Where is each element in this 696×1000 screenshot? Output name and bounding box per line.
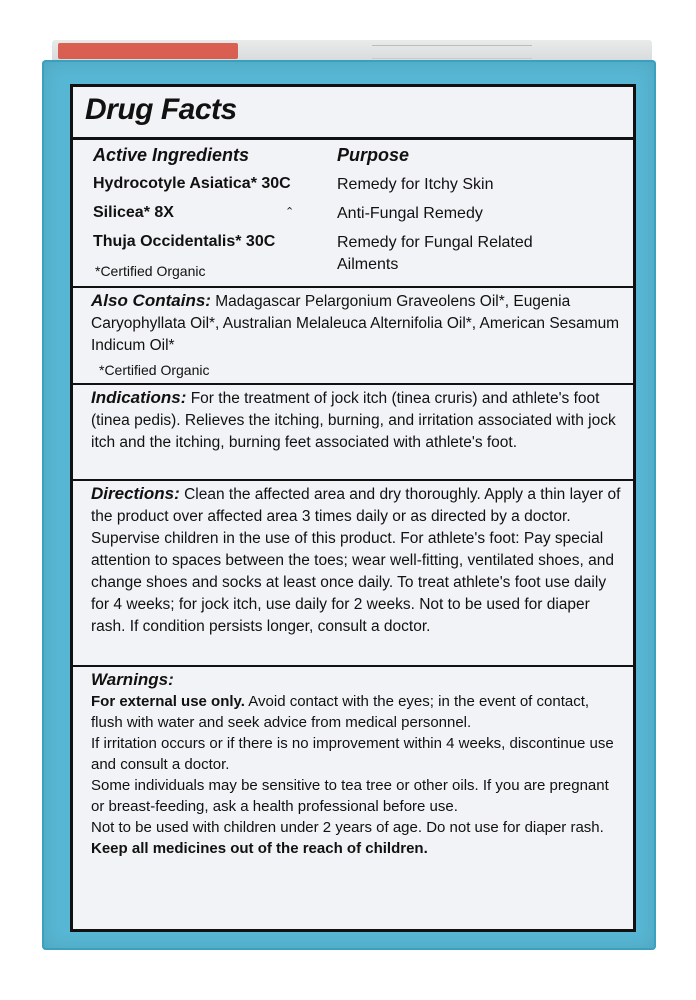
faded-top-print (372, 45, 532, 59)
ingredient-name: Silicea* 8X (93, 204, 174, 221)
warnings-heading: Warnings: (91, 670, 174, 689)
directions-heading: Directions: (91, 484, 180, 503)
also-contains-note: *Certified Organic (99, 362, 210, 378)
warning-irritation: If irritation occurs or if there is no improvement within 4 weeks, discontinue use and consult a doctor. (91, 735, 614, 773)
indications-heading: Indications: (91, 388, 187, 407)
warning-sensitivity: Some individuals may be sensitive to tea tree or other oils. If you are pregnant or breast-feeding, ask a health professional before use. (91, 777, 609, 815)
children-text: Not to be used with children under 2 years of age. Do not use for diaper rash. (91, 819, 604, 836)
indications-text: For the treatment of jock itch (tinea cruris) and athlete's foot (tinea pedis). Relieves the itching, burning, and irritation associated with jock itch and the itching, burning feet associated with athlete's foot. (91, 390, 616, 451)
purpose-header: Purpose (337, 145, 410, 165)
warnings-section (91, 669, 623, 859)
print-mark: ⌃ (285, 206, 295, 218)
section-divider (73, 479, 633, 481)
ingredient-purpose: Remedy for Fungal Related Ailments (337, 234, 533, 273)
ingredient-name: Thuja Occidentalis* 30C (93, 233, 276, 250)
ingredient-purpose: Remedy for Itchy Skin (337, 176, 494, 193)
also-contains-heading: Also Contains: (91, 291, 211, 310)
also-contains-section (91, 290, 623, 357)
ingredient-name: Hydrocotyle Asiatica* 30C (93, 175, 291, 192)
warning-children (91, 817, 623, 859)
ingredient-purpose: Anti-Fungal Remedy (337, 205, 483, 222)
directions-section (91, 483, 623, 638)
title-rule (73, 137, 633, 140)
also-contains-text: Madagascar Pelargonium Graveolens Oil*, Eugenia Caryophyllata Oil*, Australian Melaleuca Alternifolia Oil*, American Sesamum Indicum Oil* (91, 293, 620, 354)
active-ingredients-header: Active Ingredients (93, 145, 250, 165)
drug-facts-panel (70, 84, 636, 932)
section-divider (73, 286, 633, 288)
drug-facts-title: Drug Facts (85, 93, 237, 126)
organic-note: *Certified Organic (95, 263, 206, 279)
indications-section (91, 387, 623, 454)
warning-external (91, 691, 623, 733)
external-use-text: Avoid contact with the eyes; in the event of contact, flush with water and seek advice from medical personnel. (91, 693, 590, 731)
section-divider (73, 665, 633, 667)
external-use-bold: For external use only. (91, 693, 245, 710)
brand-logo-fragment (58, 43, 238, 59)
keep-away-bold: Keep all medicines out of the reach of children. (91, 840, 428, 857)
directions-text: Clean the affected area and dry thoroughly. Apply a thin layer of the product over affected area 3 times daily or as directed by a doctor. Supervise children in the use of this product. For athlete's foot: Pay special attention to spaces between the toes; wear well-fitting, ventilated shoes, and change shoes and socks at least once daily. To treat athlete's foot use daily for 4 weeks; for jock itch, use daily for 2 weeks. Not to be used for diaper rash. If condition persists longer, consult a doctor. (91, 486, 621, 635)
section-divider (73, 383, 633, 385)
